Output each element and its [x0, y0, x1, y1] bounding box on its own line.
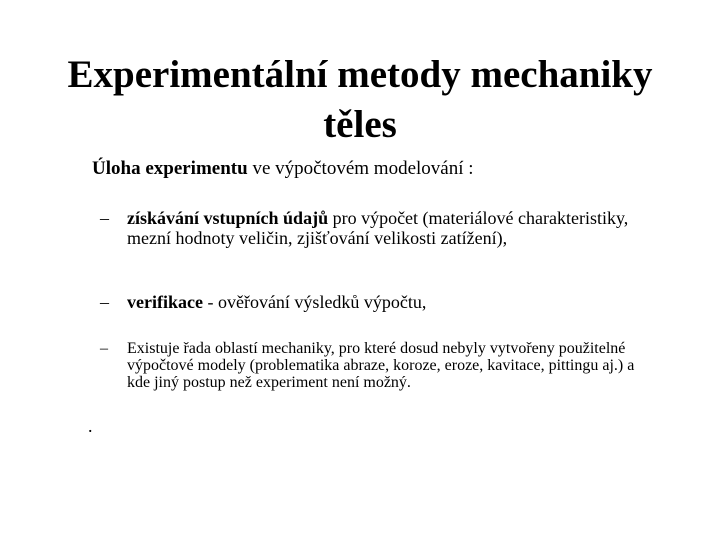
- bullet-item-1: [100, 208, 660, 248]
- bullet-bold: získávání vstupních údajů: [127, 208, 329, 228]
- bullet-text: [127, 292, 660, 312]
- bullet-rest: - ověřování výsledků výpočtu,: [202, 292, 427, 312]
- bullet-text: [127, 340, 660, 391]
- slide-title-line-2: těles: [323, 103, 397, 146]
- bullet-rest: Existuje řada oblastí mechaniky, pro které dosud nebyly vytvořeny použitelné výpočtové modely (problematika abraze, koroze, eroze, kavitace, pittingu aj.) a kde jiný postup než experiment není možný.: [127, 340, 635, 391]
- slide-title: [0, 50, 720, 150]
- bullet-dash: –: [100, 340, 108, 357]
- intro-line: [92, 157, 474, 181]
- bullet-dash: –: [100, 292, 109, 312]
- slide-title-line-1: Experimentální metody mechaniky: [67, 53, 653, 96]
- intro-rest: ve výpočtovém modelování :: [247, 158, 474, 179]
- trailing-dot: .: [88, 416, 93, 436]
- bullet-dash: –: [100, 208, 109, 228]
- bullet-item-2: [100, 292, 660, 312]
- bullet-bold: verifikace: [127, 292, 203, 312]
- bullet-rest: pro výpočet (materiálové charakteristiky, mezní hodnoty veličin, zjišťování velikosti zatížení),: [127, 208, 629, 248]
- intro-bold: Úloha experimentu: [92, 158, 248, 179]
- bullet-item-3: [100, 340, 660, 391]
- bullet-text: [127, 208, 660, 248]
